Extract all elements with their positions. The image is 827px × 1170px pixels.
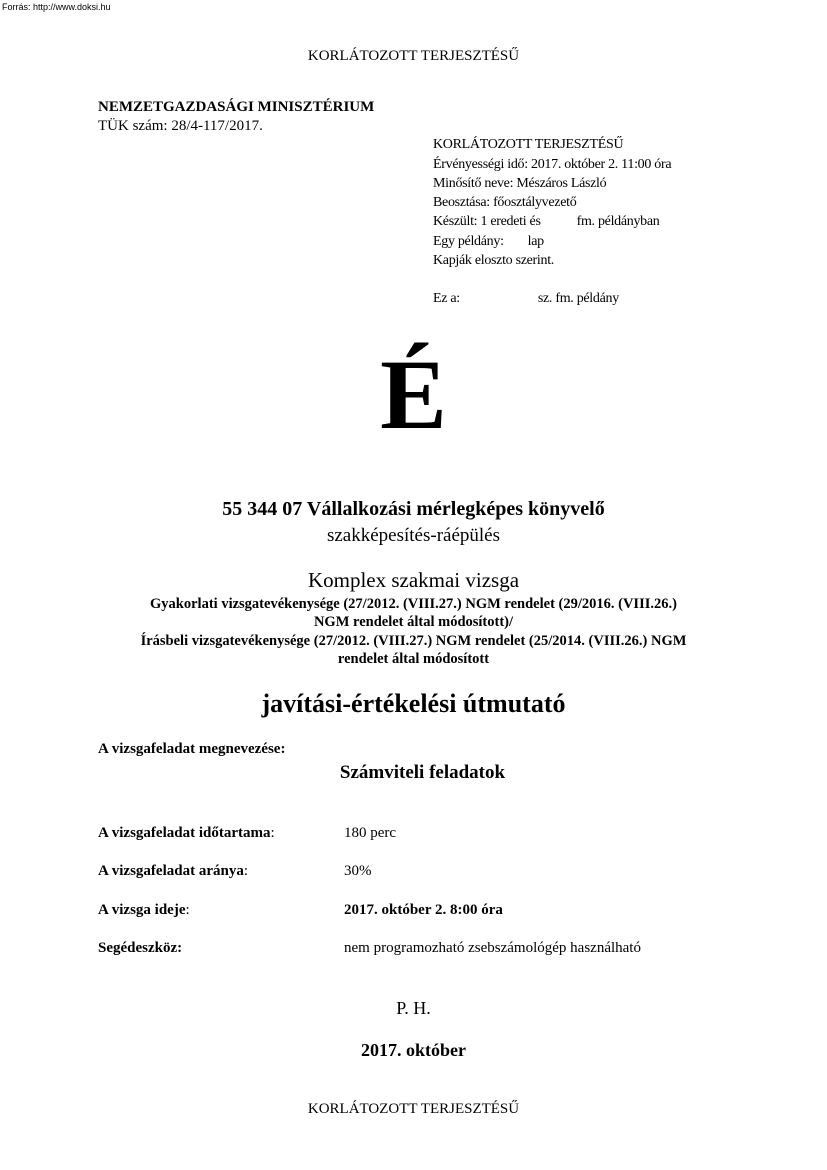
big-letter: É	[380, 339, 447, 450]
made-suffix: fm. példányban	[576, 214, 660, 229]
restriction-footer: KORLÁTOZOTT TERJESZTÉSŰ	[307, 1101, 520, 1117]
detail-label-ratio: A vizsgafeladat aránya:	[98, 863, 248, 879]
this-prefix: Ez a:	[433, 291, 460, 306]
detail-value-ratio: 30%	[344, 863, 372, 879]
classification-position: Beosztása: főosztályvezető	[433, 195, 577, 210]
made-prefix: Készült: 1 eredeti és	[433, 214, 541, 229]
legal-line-3: Írásbeli vizsgatevékenysége (27/2012. (VIII.27.) NGM rendelet (25/2014. (VIII.26.) NGM	[140, 633, 687, 649]
classification-validity: Érvényességi idő: 2017. október 2. 11:00 óra	[433, 157, 672, 172]
detail-value-duration: 180 perc	[344, 825, 397, 841]
detail-label-duration: A vizsgafeladat időtartama:	[98, 825, 275, 841]
source-url: Forrás: http://www.doksi.hu	[2, 2, 111, 12]
ph-mark: P. H.	[396, 998, 431, 1018]
detail-label-time: A vizsga ideje:	[98, 902, 190, 918]
ministry-name: NEMZETGAZDASÁGI MINISZTÉRIUM	[98, 99, 375, 115]
classification-copy-number	[433, 291, 619, 307]
task-label: A vizsgafeladat megnevezése:	[98, 741, 286, 757]
detail-label-tools: Segédeszköz:	[98, 940, 183, 956]
this-suffix: sz. fm. példány	[537, 291, 619, 306]
copy-suffix: lap	[527, 234, 544, 249]
classification-recipients: Kapják eloszto szerint.	[433, 253, 555, 268]
legal-line-1: Gyakorlati vizsgatevékenysége (27/2012. (VIII.27.) NGM rendelet (29/2016. (VIII.26.)	[150, 596, 677, 612]
detail-value-tools: nem programozható zsebszámológép használható	[344, 940, 641, 956]
tuk-number: TÜK szám: 28/4-117/2017.	[98, 118, 263, 134]
classification-classifier: Minősítő neve: Mészáros László	[433, 176, 607, 191]
legal-line-4: rendelet által módosított	[337, 651, 490, 667]
qualification-subtitle: szakképesítés-ráépülés	[326, 525, 501, 546]
document-date: 2017. október	[361, 1040, 466, 1060]
task-name: Számviteli feladatok	[339, 762, 506, 783]
classification-made	[433, 214, 660, 230]
guide-title: javítási-értékelési útmutató	[261, 689, 566, 718]
qualification-title: 55 344 07 Vállalkozási mérlegképes könyvelő	[222, 498, 605, 520]
classification-title: KORLÁTOZOTT TERJESZTÉSŰ	[433, 137, 624, 152]
classification-copy	[433, 234, 544, 250]
legal-line-2: NGM rendelet által módosított)/	[313, 614, 514, 630]
restriction-header: KORLÁTOZOTT TERJESZTÉSŰ	[307, 48, 520, 64]
exam-title: Komplex szakmai vizsga	[307, 568, 520, 592]
detail-value-time: 2017. október 2. 8:00 óra	[344, 902, 503, 918]
copy-prefix: Egy példány:	[433, 234, 504, 249]
